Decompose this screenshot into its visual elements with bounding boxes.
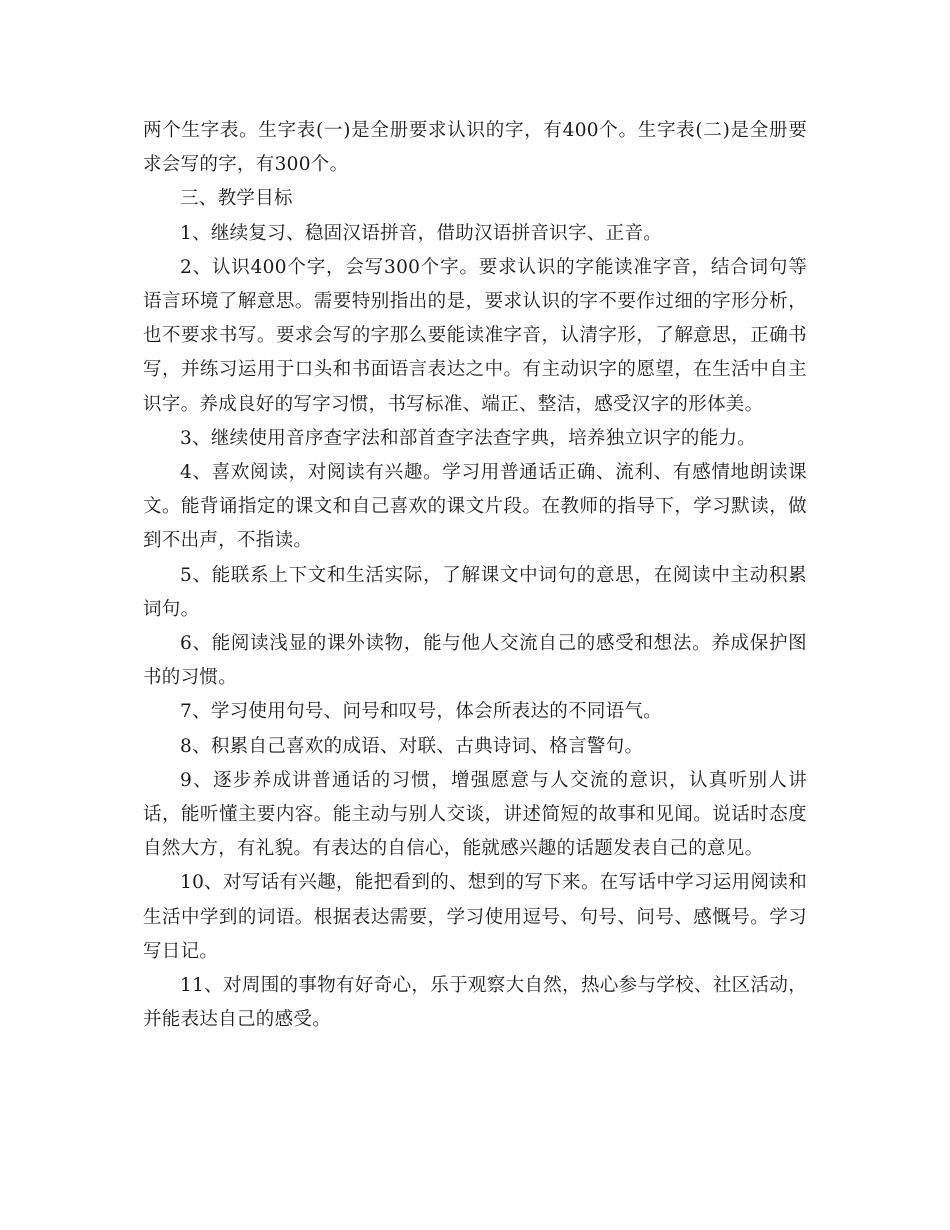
paragraph-intro: 两个生字表。生字表(一)是全册要求认识的字，有400个。生字表(二)是全册要求会写的字，有300个。 [143,120,807,176]
goal-item-6: 6、能阅读浅显的课外读物，能与他人交流自己的感受和想法。养成保护图书的习惯。 [143,633,807,689]
goal-item-1: 1、继续复习、稳固汉语拼音，借助汉语拼音识字、正音。 [180,222,663,244]
goal-item-9: 9、逐步养成讲普通话的习惯，增强愿意与人交流的意识，认真听别人讲话，能听懂主要内容。能主动与别人交谈，讲述简短的故事和见闻。说话时态度自然大方，有礼貌。有表达的自信心，能就感兴趣的话题发表自己的意见。 [143,769,807,860]
goal-item-8: 8、积累自己喜欢的成语、对联、古典诗词、格言警句。 [180,735,644,757]
goal-item-5: 5、能联系上下文和生活实际，了解课文中词句的意思，在阅读中主动积累词句。 [143,564,807,620]
goal-item-4: 4、喜欢阅读，对阅读有兴趣。学习用普通话正确、流利、有感情地朗读课文。能背诵指定的课文和自己喜欢的课文片段。在教师的指导下，学习默读，做到不出声，不指读。 [143,462,807,552]
goal-item-3: 3、继续使用音序查字法和部首查字法查字典，培养独立识字的能力。 [180,427,757,449]
goal-item-11: 11、对周围的事物有好奇心，乐于观察大自然，热心参与学校、社区活动，并能表达自己的感受。 [143,975,807,1031]
goal-item-10: 10、对写话有兴趣，能把看到的、想到的写下来。在写话中学习运用阅读和生活中学到的词语。根据表达需要，学习使用逗号、句号、问号、感慨号。学习写日记。 [143,872,807,962]
goal-item-2: 2、认识400个字，会写300个字。要求认识的字能读准字音，结合词句等语言环境了解意思。需要特别指出的是，要求认识的字不要作过细的字形分析，也不要求书写。要求会写的字那么要能读准字音，认清字形，了解意思，正确书写，并练习运用于口头和书面语言表达之中。有主动识字的愿望，在生活中自主识字。养成良好的写字习惯，书写标准、端正、整洁，感受汉字的形体美。 [143,256,807,415]
section-heading-teaching-goals: 三、教学目标 [180,188,293,210]
document-body [143,114,807,1037]
goal-item-7: 7、学习使用句号、问号和叹号，体会所表达的不同语气。 [180,701,663,723]
